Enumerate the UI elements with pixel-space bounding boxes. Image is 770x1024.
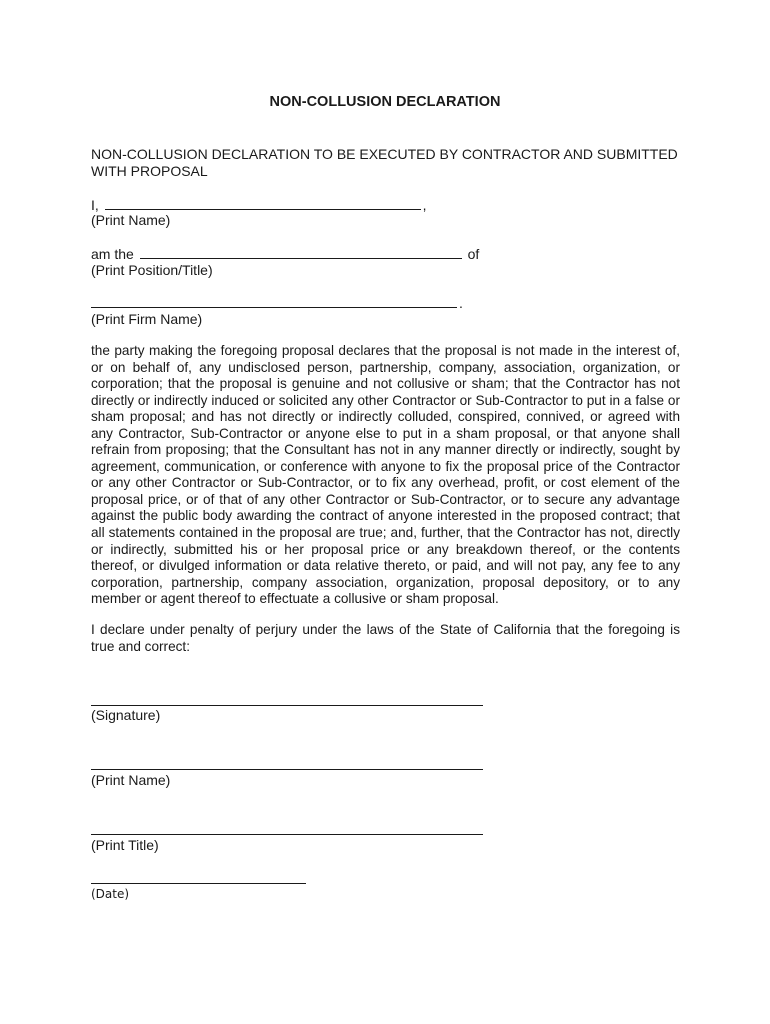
print-name-signature-line[interactable] (91, 769, 483, 770)
position-blank[interactable] (140, 246, 462, 259)
perjury-statement: I declare under penalty of perjury under the laws of the State of California that the foregoing is true and correct: (91, 622, 680, 654)
firm-row (91, 295, 463, 312)
firm-caption: (Print Firm Name) (91, 311, 203, 327)
document-title: NON-COLLUSION DECLARATION (269, 94, 501, 110)
declaration-body: the party making the foregoing proposal declares that the proposal is not made in the interest of, or on behalf of, any undisclosed person, partnership, company, association, organization, or corporation; that the proposal is genuine and not collusive or sham; that the Contractor has not directly or indirectly induced or solicited any other Contractor or Sub-Contractor to put in a false or sham proposal; and has not directly or indirectly colluded, conspired, connived, or agreed with any Contractor, Sub-Contractor or anyone else to put in a sham proposal, or that anyone shall refrain from proposing; that the Consultant has not in any manner directly or indirectly, sought by agreement, communication, or conference with anyone to fix the proposal price of the Contractor or any other Contractor or Sub-Contractor, or to fix any overhead, profit, or cost element of the proposal price, or of that of any other Contractor or Sub-Contractor, or to secure any advantage against the public body awarding the contract of anyone interested in the proposed contract; that all statements contained in the proposal are true; and, further, that the Contractor has not, directly or indirectly, submitted his or her proposal price or any breakdown thereof, or the contents thereof, or divulged information or data relative thereto, or paid, and will not pay, any fee to any corporation, partnership, company association, organization, proposal depository, or to any member or agent thereof to effectuate a collusive or sham proposal. (91, 343, 680, 607)
name-prefix: I, (91, 197, 99, 213)
date-caption: (Date) (91, 887, 130, 901)
name-suffix: , (422, 197, 427, 213)
signature-caption: (Signature) (91, 707, 161, 723)
position-caption: (Print Position/Title) (91, 262, 213, 278)
firm-blank[interactable] (91, 295, 457, 308)
position-suffix: of (467, 246, 480, 262)
print-name-caption: (Print Name) (91, 212, 171, 228)
signature-line[interactable] (91, 705, 483, 706)
print-title-caption: (Print Title) (91, 837, 159, 853)
document-subtitle: NON-COLLUSION DECLARATION TO BE EXECUTED BY CONTRACTOR AND SUBMITTED WITH PROPOSAL (91, 146, 678, 179)
print-title-line[interactable] (91, 834, 483, 835)
position-prefix: am the (91, 246, 134, 262)
print-name-signature-caption: (Print Name) (91, 772, 171, 788)
position-row (91, 246, 479, 263)
date-line[interactable] (91, 883, 306, 884)
firm-suffix: . (459, 295, 463, 311)
print-name-blank[interactable] (105, 197, 421, 210)
